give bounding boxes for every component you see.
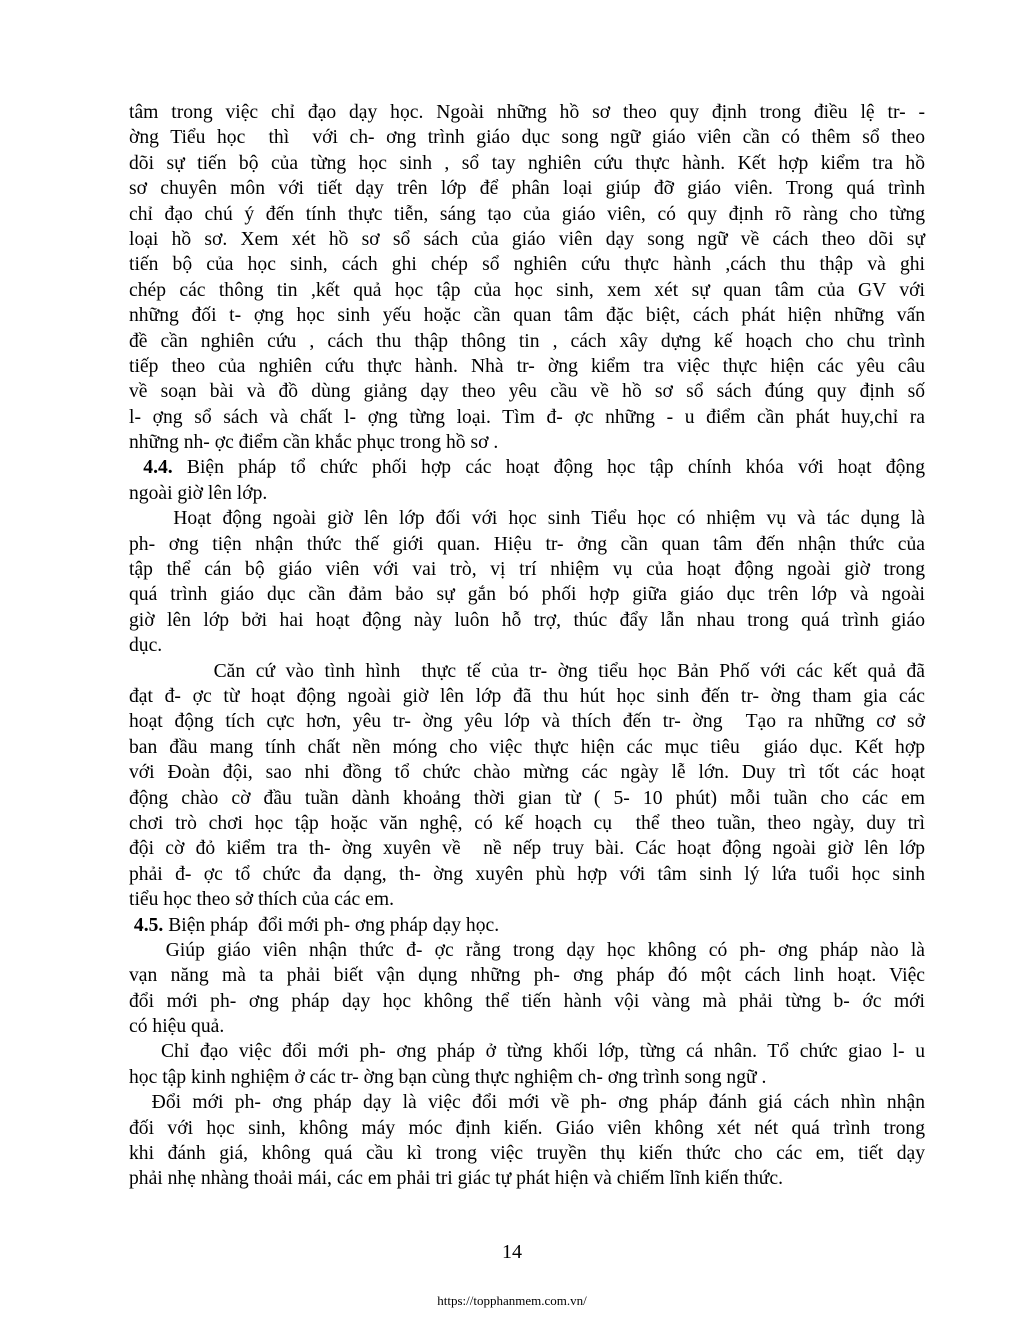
text-line: Hoạt động ngoài giờ lên lớp đối với học sinh Tiểu học có nhiệm vụ và tác dụng là [129, 508, 925, 530]
heading-line [129, 455, 925, 480]
text-line: có hiệu quả. [129, 1016, 225, 1038]
text-line: phải nhẹ nhàng thoải mái, các em phải tri giác tự phát hiện và chiếm lĩnh kiến thức. [129, 1168, 784, 1190]
text-line: ph- ơng tiện nhận thức thế giới quan. Hiệu tr- ởng cần quan tâm đến nhận thức của [129, 533, 925, 555]
heading-text: Biện pháp tổ chức phối hợp các hoạt động học tập chính khóa với hoạt động [172, 457, 925, 479]
text-line: những đối t- ợng học sinh yếu hoặc cần quan tâm đặc biệt, cách phát hiện những vấn [129, 305, 925, 327]
text-line: chỉ đạo chú ý đến tính thực tiễn, sáng tạo của giáo viên, có quy định rõ ràng cho từng [129, 203, 925, 225]
text-line: chơi trò chơi học tập hoặc văn nghệ, có kế hoạch cụ thể theo tuần, theo ngày, duy trì [129, 812, 925, 834]
footer-url[interactable]: https://topphanmem.com.vn/ [437, 1293, 587, 1308]
text-line: quá trình giáo dục cần đảm bảo sự gắn bó phối hợp giữa giáo dục trên lớp và ngoài [129, 584, 925, 606]
text-line: tiến bộ của học sinh, cách ghi chép sổ nghiên cứu thực hành ,cách thu thập và ghi [129, 254, 925, 276]
text-line: động chào cờ đầu tuần dành khoảng thời gian từ ( 5- 10 phút) mỗi tuần cho các em [129, 787, 925, 809]
text-line: vạn năng mà ta phải biết vận dụng những ph- ơng pháp đó một cách linh hoạt. Việc [129, 965, 925, 987]
text-line: phải đ- ợc tổ chức đa dạng, th- ờng xuyên phù hợp với tâm sinh lý lứa tuổi học sinh [129, 863, 925, 885]
text-line: tiểu học theo sở thích của các em. [129, 889, 394, 911]
text-line: giờ lên lớp bởi hai hoạt động này luôn hỗ trợ, thúc đẩy lẫn nhau trong quá trình giáo [129, 609, 925, 631]
paragraph-can-cu [129, 659, 925, 913]
text-line: dõi sự tiến bộ của từng học sinh , sổ tay nghiên cứu thực hành. Kết hợp kiểm tra hồ [129, 152, 925, 174]
text-line: Chỉ đạo việc đổi mới ph- ơng pháp ở từng khối lớp, từng cá nhân. Tổ chức giao l- u [129, 1041, 925, 1063]
text-line: với Đoàn đội, sao nhi đồng tổ chức chào mừng các ngày lễ lớn. Duy trì tốt các hoạt [129, 762, 925, 784]
text-line: khi đánh giá, không quá cầu kì trong việc truyền thụ kiến thức cho các em, tiết dạy [129, 1143, 925, 1165]
text-line: tập thể cán bộ giáo viên với vai trò, vị trí nhiệm vụ của hoạt động ngoài giờ trong [129, 559, 925, 581]
paragraph-doi-moi [129, 1090, 925, 1192]
text-line: đổi mới ph- ơng pháp dạy học không thể tiến hành vội vàng mà phải từng b- ớc mới [129, 990, 925, 1012]
text-line: đề cần nghiên cứu , cách thu thập thông tin , cách xây dựng kế hoạch cho chu trình [129, 330, 925, 352]
text-line: chép các thông tin ,kết quả học tập của học sinh, xem xét sự quan tâm của GV với [129, 279, 925, 301]
page-number: 14 [502, 1241, 522, 1263]
text-line: dục. [129, 635, 163, 657]
text-line: đội cờ đỏ kiểm tra th- ờng xuyên về nề nếp truy bài. Các hoạt động ngoài giờ lên lớp [129, 838, 925, 860]
text-line: Giúp giáo viên nhận thức đ- ợc rằng trong dạy học không có ph- ơng pháp nào là [129, 939, 925, 961]
document-body [129, 100, 925, 1192]
paragraph-ngoai-gio [129, 506, 925, 658]
text-line: đối với học sinh, không máy móc định kiến. Giáo viên không xét nét quá trình trong [129, 1117, 925, 1139]
section-number: 4.4. [143, 457, 173, 479]
heading-line [129, 913, 925, 938]
text-line: về soạn bài và đồ dùng giảng dạy theo yêu cầu về hồ sơ sổ sách đúng quy định số [129, 381, 925, 403]
text-line: những nh- ợc điểm cần khắc phục trong hồ sơ . [129, 432, 499, 454]
text-line: Đổi mới ph- ơng pháp dạy là việc đổi mới về ph- ơng pháp đánh giá cách nhìn nhận [129, 1092, 925, 1114]
text-line: l- ợng sổ sách và chất l- ợng từng loại. Tìm đ- ợc những - u điểm cần phát huy,chỉ ra [129, 406, 925, 428]
text-line: học tập kinh nghiệm ở các tr- ờng bạn cùng thực nghiệm ch- ơng trình song ngữ . [129, 1066, 767, 1088]
text-line: ờng Tiểu học thì với ch- ơng trình giáo dục song ngữ giáo viên cần có thêm sổ theo [129, 127, 925, 149]
section-heading-4-5 [129, 913, 925, 938]
paragraph-hoso [129, 100, 925, 455]
text-line: ban đầu mang tính chất nền móng cho việc thực hiện các mục tiêu giáo dục. Kết hợp [129, 736, 925, 758]
text-line: hoạt động tích cực hơn, yêu tr- ờng yêu lớp và thích đến tr- ờng Tạo ra những cơ sở [129, 711, 925, 733]
paragraph-giup-giao-vien [129, 938, 925, 1040]
section-heading-4-4 [129, 455, 925, 506]
text-line: loại hồ sơ. Xem xét hồ sơ sổ sách của giáo viên dạy song ngữ về cách theo dõi sự [129, 228, 925, 250]
text-line: tâm trong việc chỉ đạo dạy học. Ngoài những hồ sơ theo quy định trong điều lệ tr- - [129, 102, 925, 123]
paragraph-chi-dao [129, 1039, 925, 1090]
heading-text: Biện pháp đổi mới ph- ơng pháp dạy học. [163, 914, 500, 936]
section-number: 4.5. [133, 914, 164, 936]
text-line: tiếp theo của nghiên cứu thực hành. Nhà tr- ờng kiểm tra việc thực hiện các yêu câu [129, 355, 925, 377]
text-line: Căn cứ vào tình hình thực tế của tr- ờng tiểu học Bản Phố với các kết quả đã [129, 660, 925, 682]
text-line: đạt đ- ợc từ hoạt động ngoài giờ lên lớp đã thu hút học sinh đến tr- ờng tham gia các [129, 685, 925, 707]
heading-line: ngoài giờ lên lớp. [129, 482, 268, 504]
text-line: sơ chuyên môn với tiết dạy trên lớp để phân loại giúp đỡ giáo viên. Trong quá trình [129, 178, 925, 200]
